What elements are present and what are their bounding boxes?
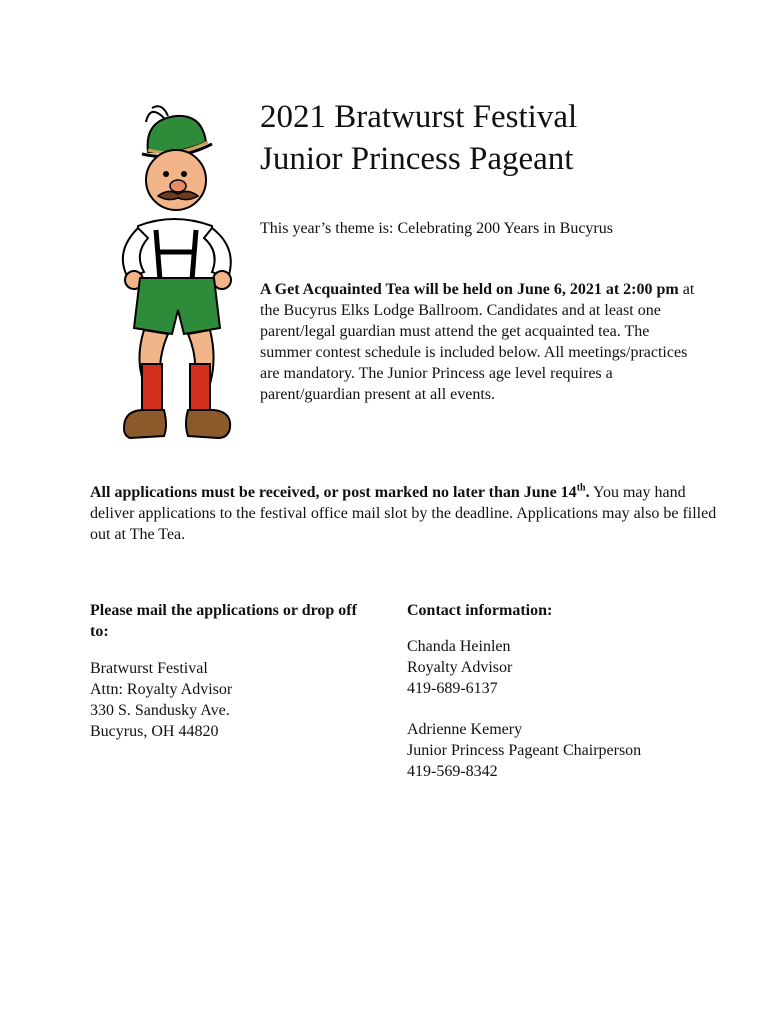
address-line: Bratwurst Festival — [90, 660, 208, 677]
mail-address — [90, 658, 375, 742]
mail-heading: Please mail the applications or drop off to: — [90, 602, 357, 640]
title-line-2: Junior Princess Pageant — [260, 141, 574, 177]
mail-section — [90, 600, 375, 742]
bratwurst-mascot-illustration — [104, 102, 254, 447]
contact-phone: 419-689-6137 — [407, 680, 498, 697]
application-deadline-details: You may hand deliver applications to the festival office mail slot by the deadline. Applications may also be filled out at The Tea. — [90, 484, 717, 543]
application-deadline-ordinal: th — [576, 482, 586, 494]
application-deadline — [90, 482, 720, 545]
contact-name: Adrienne Kemery — [407, 721, 523, 738]
contact-phone: 419-569-8342 — [407, 763, 498, 780]
tea-announcement-details: at the Bucyrus Elks Lodge Ballroom. Candidates and at least one parent/legal guardian must attend the get acquainted tea. The summer contest schedule is included below. All meetings/practices are mandatory. The Junior Princess age level requires a parent/guardian present at all events. — [260, 281, 695, 403]
contact-section — [407, 600, 707, 782]
theme-statement: This year’s theme is: Celebrating 200 Years in Bucyrus — [260, 220, 613, 237]
address-line: 330 S. Sandusky Ave. — [90, 702, 230, 719]
application-deadline-period: . — [585, 484, 590, 501]
application-deadline-bold — [90, 484, 590, 501]
page-title — [260, 96, 740, 180]
address-line: Bucyrus, OH 44820 — [90, 723, 219, 740]
contact-heading: Contact information: — [407, 602, 553, 619]
contact-role: Royalty Advisor — [407, 659, 513, 676]
contact-role: Junior Princess Pageant Chairperson — [407, 742, 642, 759]
address-line: Attn: Royalty Advisor — [90, 681, 233, 698]
application-deadline-text: All applications must be received, or post marked no later than June 14 — [90, 484, 577, 501]
contact-person-1 — [407, 636, 707, 699]
tea-announcement-bold: A Get Acquainted Tea will be held on June 6, 2021 at 2:00 pm — [260, 281, 679, 298]
title-line-1: 2021 Bratwurst Festival — [260, 99, 578, 135]
contact-name: Chanda Heinlen — [407, 638, 511, 655]
tea-announcement — [260, 279, 700, 405]
contact-person-2 — [407, 719, 707, 782]
